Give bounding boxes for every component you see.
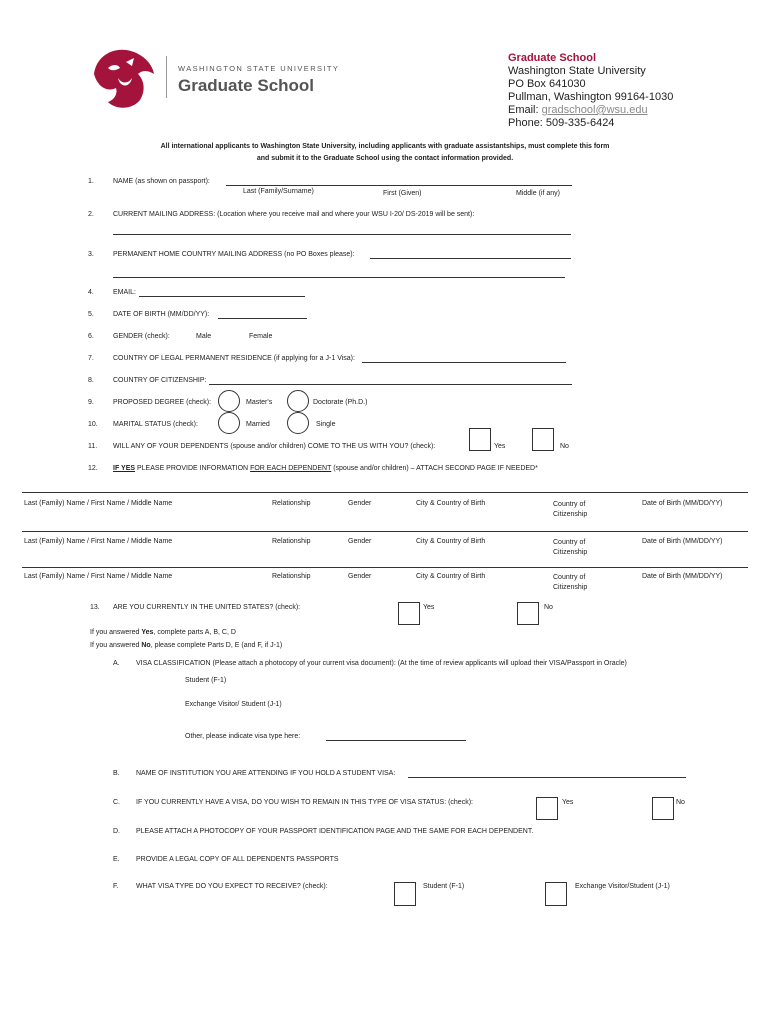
contact-line3: Pullman, Washington 99164-1030 [508, 91, 674, 103]
partA-letter: A. [113, 660, 120, 667]
degree-doctorate-label: Doctorate (Ph.D.) [313, 399, 368, 406]
dependents-yes-label: Yes [494, 443, 506, 450]
item10-number: 10. [88, 421, 98, 428]
dependent-row-2-name-label: Last (Family) Name / First Name / Middle Name [24, 538, 173, 545]
degree-masters-label: Master's [246, 399, 273, 406]
remain-visa-no-label: No [676, 799, 685, 806]
partE-letter: E. [113, 856, 120, 863]
partE-label: PROVIDE A LEGAL COPY OF ALL DEPENDENTS PASSPORTS [136, 856, 339, 863]
item12-label-b: (spouse and/or children) – ATTACH SECOND PAGE IF NEEDED* [333, 465, 538, 472]
contact-line1: Washington State University [508, 65, 646, 77]
dependent-row-1-gender-label: Gender [348, 500, 372, 507]
in-us-no-label: No [544, 604, 553, 611]
remain-visa-yes-label: Yes [562, 799, 574, 806]
partC-label: IF YOU CURRENTLY HAVE A VISA, DO YOU WISH TO REMAIN IN THIS TYPE OF VISA STATUS: (check): [136, 799, 473, 806]
item13-label: ARE YOU CURRENTLY IN THE UNITED STATES? (check): [113, 604, 301, 611]
wsu-logo [88, 44, 348, 114]
contact-email-label: Email: [508, 104, 539, 116]
item3-number: 3. [88, 251, 94, 258]
note-yes-suffix: , complete parts A, B, C, D [153, 629, 236, 636]
item10-label: MARITAL STATUS (check): [113, 421, 198, 428]
logo-university-name: WASHINGTON STATE UNIVERSITY [178, 64, 340, 73]
residence-country-input-line[interactable] [362, 362, 566, 363]
remain-visa-no-checkbox[interactable] [652, 797, 674, 820]
expected-visa-exchange-checkbox[interactable] [545, 882, 567, 906]
dependent-row-2-relationship-label: Relationship [272, 538, 311, 545]
note-yes-prefix: If you answered [90, 629, 140, 636]
dependent-row-2-citizenship-label: Country of Citizenship [553, 539, 588, 556]
contact-block [508, 52, 673, 130]
item12-number: 12. [88, 465, 98, 472]
item12-if-yes: IF YES [113, 465, 136, 472]
dependent-row-2-line[interactable] [22, 531, 748, 532]
expected-visa-student-checkbox[interactable] [394, 882, 416, 906]
dependent-row-1-citizenship-label: Country of Citizenship [553, 501, 588, 518]
contact-email-row [508, 104, 673, 117]
dependent-row-2-dob-label: Date of Birth (MM/DD/YY) [642, 538, 723, 545]
item4-number: 4. [88, 289, 94, 296]
dependent-row-1-dob-label: Date of Birth (MM/DD/YY) [642, 500, 723, 507]
item1-number: 1. [88, 178, 94, 185]
expected-visa-exchange-label: Exchange Visitor/Student (J-1) [575, 883, 670, 890]
marital-single-radio[interactable] [287, 412, 309, 434]
citizenship-country-input-line[interactable] [209, 384, 572, 385]
partD-label: PLEASE ATTACH A PHOTOCOPY OF YOUR PASSPORT IDENTIFICATION PAGE AND THE SAME FOR EACH DEPENDENT. [136, 828, 534, 835]
item12-label [113, 465, 538, 472]
note-yes-word: Yes [141, 629, 154, 636]
remain-visa-yes-checkbox[interactable] [536, 797, 558, 820]
intro-line1: All international applicants to Washington State University, including applicants with graduate assistantships, must complete this form [160, 143, 610, 150]
item7-number: 7. [88, 355, 94, 362]
email-input-line[interactable] [139, 296, 305, 297]
item11-label: WILL ANY OF YOUR DEPENDENTS (spouse and/or children) COME TO THE US WITH YOU? (check): [113, 443, 436, 450]
partF-letter: F. [113, 883, 119, 890]
partB-label: NAME OF INSTITUTION YOU ARE ATTENDING IF YOU HOLD A STUDENT VISA: [136, 770, 396, 777]
institution-input-line[interactable] [408, 777, 686, 778]
contact-email-link[interactable]: gradschool@wsu.edu [541, 104, 648, 116]
intro-line2: and submit it to the Graduate School using the contact information provided. [256, 155, 514, 162]
in-us-yes-checkbox[interactable] [398, 602, 420, 625]
contact-phone: Phone: 509-335-6424 [508, 117, 615, 129]
marital-single-label: Single [316, 421, 336, 428]
item13-number: 13. [90, 604, 100, 611]
name-sub-last: Last (Family/Surname) [243, 188, 314, 195]
dependent-row-3-citizenship-label: Country of Citizenship [553, 574, 588, 591]
dependents-yes-checkbox[interactable] [469, 428, 491, 451]
in-us-no-checkbox[interactable] [517, 602, 539, 625]
marital-married-radio[interactable] [218, 412, 240, 434]
name-sub-first: First (Given) [383, 190, 422, 197]
item9-label: PROPOSED DEGREE (check): [113, 399, 212, 406]
contact-title: Graduate School [508, 52, 597, 64]
dependent-row-3-name-label: Last (Family) Name / First Name / Middle Name [24, 573, 173, 580]
item8-label: COUNTRY OF CITIZENSHIP: [113, 377, 207, 384]
item1-label: NAME (as shown on passport): [113, 178, 210, 185]
degree-doctorate-radio[interactable] [287, 390, 309, 412]
note-no-prefix: If you answered [90, 642, 140, 649]
contact-line2: PO Box 641030 [508, 78, 586, 90]
expected-visa-student-label: Student (F-1) [423, 883, 465, 890]
item6-number: 6. [88, 333, 94, 340]
partD-letter: D. [113, 828, 120, 835]
item8-number: 8. [88, 377, 94, 384]
item3-label: PERMANENT HOME COUNTRY MAILING ADDRESS (no PO Boxes please): [113, 251, 355, 258]
note-no-suffix: , please complete Parts D, E (and F, if J-1) [150, 642, 283, 649]
item6-label: GENDER (check): [113, 333, 170, 340]
partA-option-student[interactable]: Student (F-1) [185, 677, 227, 684]
partC-letter: C. [113, 799, 120, 806]
dependents-no-label: No [560, 443, 569, 450]
item11-number: 11. [88, 443, 98, 450]
dependent-row-1-relationship-label: Relationship [272, 500, 311, 507]
dependent-row-1-birthplace-label: City & Country of Birth [416, 500, 486, 507]
item5-number: 5. [88, 311, 94, 318]
dependent-row-1-line[interactable] [22, 492, 748, 493]
gender-option-male[interactable]: Male [196, 333, 212, 340]
item4-label: EMAIL: [113, 289, 136, 296]
item2-label: CURRENT MAILING ADDRESS: (Location where you receive mail and where your WSU I-20/ DS-2019 will be sent): [113, 211, 475, 218]
dob-input-line[interactable] [218, 318, 307, 319]
dependent-row-3-gender-label: Gender [348, 573, 372, 580]
partB-letter: B. [113, 770, 120, 777]
dependent-row-1-name-label: Last (Family) Name / First Name / Middle Name [24, 500, 173, 507]
partF-label: WHAT VISA TYPE DO YOU EXPECT TO RECEIVE? (check): [136, 883, 328, 890]
permanent-address-input-line-1[interactable] [370, 258, 571, 259]
name-sub-middle: Middle (if any) [516, 190, 560, 197]
logo-school-name: Graduate School [178, 76, 315, 95]
mailing-address-input-line[interactable] [113, 234, 571, 235]
item5-label: DATE OF BIRTH (MM/DD/YY): [113, 311, 210, 318]
note-answered-yes [90, 629, 236, 636]
item9-number: 9. [88, 399, 94, 406]
partA-label: VISA CLASSIFICATION (Please attach a photocopy of your current visa document): (At the time of review applicants will upload their VISA/Passport in Oracle) [136, 660, 627, 667]
item7-label: COUNTRY OF LEGAL PERMANENT RESIDENCE (if applying for a J-1 Visa): [113, 355, 355, 362]
logo-divider [166, 56, 167, 98]
partA-option-exchange[interactable]: Exchange Visitor/ Student (J-1) [185, 701, 282, 708]
dependent-row-3-line[interactable] [22, 567, 748, 568]
partA-other-input-line[interactable] [326, 740, 466, 741]
marital-married-label: Married [246, 421, 270, 428]
name-input-line[interactable] [226, 185, 572, 186]
item12-label-a: PLEASE PROVIDE INFORMATION [137, 465, 249, 472]
note-no-word: No [141, 642, 151, 649]
item12-for-each: FOR EACH DEPENDENT [250, 465, 332, 472]
item2-number: 2. [88, 211, 94, 218]
dependent-row-3-dob-label: Date of Birth (MM/DD/YY) [642, 573, 723, 580]
in-us-yes-label: Yes [423, 604, 435, 611]
note-answered-no [90, 642, 282, 649]
degree-masters-radio[interactable] [218, 390, 240, 412]
dependent-row-2-birthplace-label: City & Country of Birth [416, 538, 486, 545]
permanent-address-input-line-2[interactable] [113, 277, 565, 278]
dependent-row-2-gender-label: Gender [348, 538, 372, 545]
dependents-no-checkbox[interactable] [532, 428, 554, 451]
dependent-row-3-birthplace-label: City & Country of Birth [416, 573, 486, 580]
dependent-row-3-relationship-label: Relationship [272, 573, 311, 580]
cougar-head-logo-icon [88, 44, 162, 114]
gender-option-female[interactable]: Female [249, 333, 273, 340]
partA-option-other: Other, please indicate visa type here: [185, 733, 301, 740]
